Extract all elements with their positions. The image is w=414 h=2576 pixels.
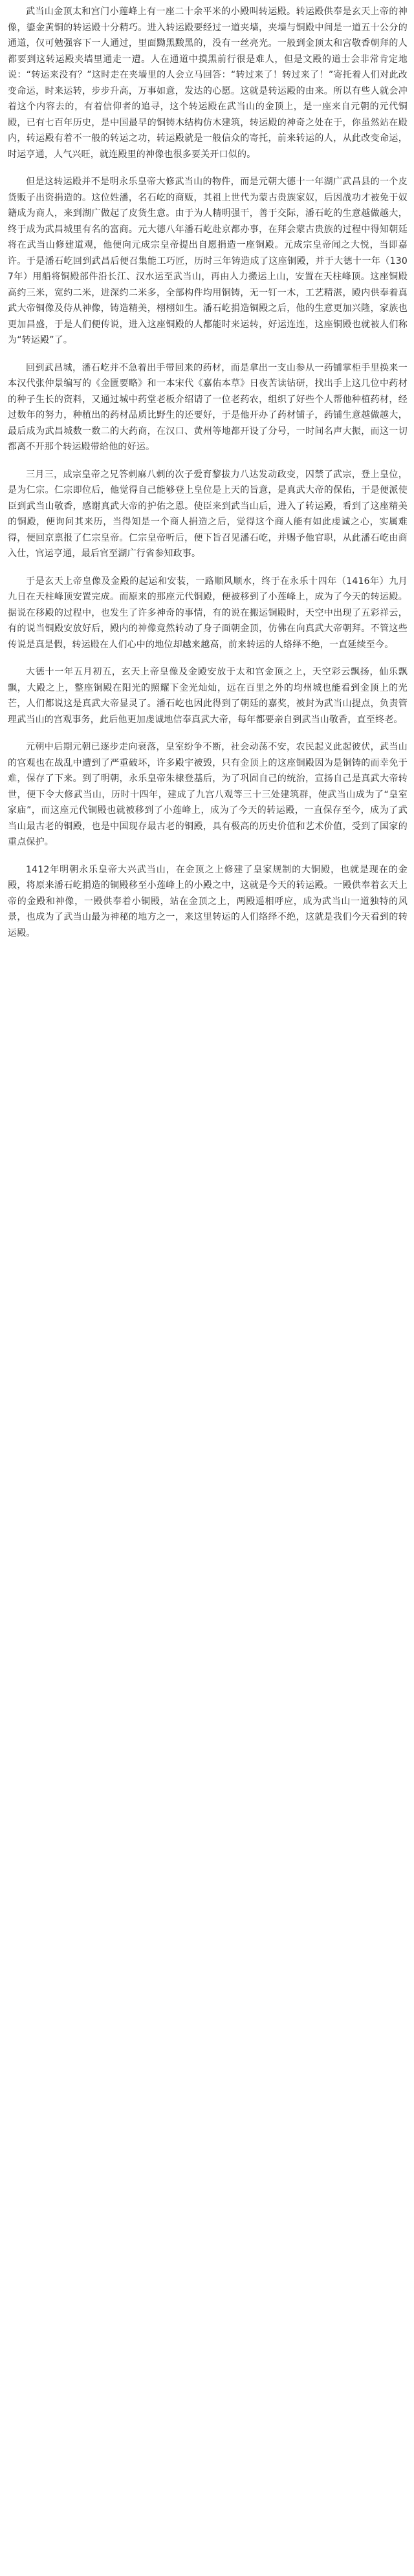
article-paragraph: 三月三，成宗皇帝之兄答剌麻八剌的次子爱育黎拔力八达发动政变，囚禁了武宗，登上皇位，是为仁宗。仁宗即位后，他觉得自己能够登上皇位是上天的旨意，是真武大帝的保佑，于是便派使臣到武当山敬香，感谢真武大帝的护佑之恩。使臣来到武当山后，进入了转运殿，看到了这座精美的铜殿，便询问其来历，当得知是一个商人捐造之后，觉得这个商人能有如此虔诚之心，实属难得，便回京禀报了仁宗皇帝。仁宗皇帝听后，便下旨召见潘石屹，并赐予他官职，从此潘石屹由商入仕，官运亨通，最后官至湖广行省参知政事。 bbox=[8, 469, 408, 559]
article-paragraph: 武当山金顶太和宫门小莲峰上有一座二十余平米的小殿叫转运殿。转运殿供奉是玄天上帝的神像，鎏金黄铜的转运殿十分精巧。进入转运殿要经过一道夹墙，夹墙与铜殿中间是一道五十公分的通道，仅可勉强容下一人通过，里面黝黑黢黑的，没有一丝亮光。一般到金顶太和宫敬香朝拜的人都要到这转运殿夹墙里通走一遭。人在通道中摸黑前行很是难人，但是文殿的道士会非常肯定地说：“转运来没有？”这时走在夹墙里的人会立马回答：“转过来了！转过来了！”寄托着人们对此改变命运，时来运转，步步升高，万事如意，发达的心愿。这就是转运殿的由来。所以有些人就会冲着这个内容去的，有着信仰者的追寻，这个转运殿在武当山的金顶上，是一座来自元朝的元代铜殿，已有七百年历史，是中国最早的铜铸木结构仿木建筑，转运殿的神奇之处在于，你虽然站在殿内，转运殿有着不一般的转运之功，转运殿就是一般信众的寄托，前来转运的人，从此改变命运，时运亨通，人气兴旺，就连殿里的神像也很多要关开口似的。 bbox=[8, 6, 408, 160]
article bbox=[0, 0, 414, 959]
article-paragraph: 回到武昌城，潘石屹并不急着出手带回来的药材，而是拿出一支山参从一药铺掌柜手里换来一本汉代张仲景编写的《金匮要略》和一本宋代《嘉佑本草》日夜苦读钻研，找出手上这几位中药材的种子生长的资料，又通过城中药堂老板介绍请了一位老药农，组织了好些个人帮他种植药材，经过数年的努力，种植出的药材品质比野生的还要好，于是他开办了药材铺子，药铺生意越做越大，最后成为武昌城数一数二的大药商，在汉口、黄州等地都开设了分号，一时间名声大振，而这一切都离不开那个转运殿带给他的好运。 bbox=[8, 362, 408, 452]
article-paragraph: 1412年明朝永乐皇帝大兴武当山，在金顶之上修建了皇家规制的大铜殿，也就是现在的金殿，将原来潘石屹捐造的铜殿移至小莲峰上的小殿之中，这就是今天的转运殿。一殿供奉着玄天上帝的金殿和神像，一殿供奉着小铜殿，站在金顶之上，两殿遥相呼应，成为武当山一道独特的风景，也成为了武当山最为神秘的地方之一，来这里转运的人们络绎不绝，这就是我们今天看到的转运殿。 bbox=[8, 864, 408, 938]
article-paragraph: 大德十一年五月初五，玄天上帝皇像及金殿安放于太和宫金顶之上，天空彩云飘扬，仙乐飘飘，大殿之上，整座铜殿在阳光的照耀下金光灿灿，远在百里之外的均州城也能看到金顶上的光芒，人们都说这是真武大帝显灵了。潘石屹也因此得到了朝廷的嘉奖，被封为武当山提点，负责管理武当山的宫观事务，此后他更加虔诚地信奉真武大帝，每年都要亲自到武当山敬香，直至终老。 bbox=[8, 667, 408, 725]
article-paragraph: 于是玄天上帝皇像及金殿的起运和安装，一路顺风顺水，终于在永乐十四年（1416年）九月九日在天柱峰顶安置完成。而原来的那座元代铜殿，便被移到了小莲峰上，成为了今天的转运殿。据说在移殿的过程中，也发生了许多神奇的事情，有的说在搬运铜殿时，天空中出现了五彩祥云，有的说当铜殿安放好后，殿内的神像竟然转动了身子面朝金顶，仿佛在向真武大帝朝拜。不管这些传说是真是假，转运殿在人们心中的地位却越来越高，前来转运的人络绎不绝，一直延续至今。 bbox=[8, 576, 408, 650]
article-paragraph: 但是这转运殿并不是明永乐皇帝大修武当山的物件，而是元朝大德十一年湖广武昌县的一个皮货贩子出资捐造的。这位姓潘，名石屹的商贩，其祖上世代为蒙古贵族家奴，后因战功才被免于奴籍成为商人，来到湖广做起了皮货生意。由于为人精明强干，善于交际，潘石屹的生意越做越大，终于成为武昌城里有名的富商。元大德八年潘石屹赴京都办事，在拜会蒙古贵族的过程中得知朝廷将在武当山修建道观，他便向元成宗皇帝提出自愿捐造一座铜殿。元成宗皇帝闻之大悦，当即嘉许。于是潘石屹回到武昌后便召集能工巧匠，历时三年铸造成了这座铜殿，并于大德十一年（1307年）用船将铜殿部件沿长江、汉水运至武当山，再由人力搬运上山，安置在天柱峰顶。这座铜殿高约三米，宽约二米，进深约二米多，全部构件均用铜铸，无一钉一木，工艺精湛，殿内供奉着真武大帝铜像及侍从神像，铸造精美，栩栩如生。潘石屹捐造铜殿之后，他的生意更加兴隆，家族也更加昌盛，于是人们便传说，进入这座铜殿的人都能时来运转，好运连连，这座铜殿也就被人们称为“转运殿”了。 bbox=[8, 177, 408, 345]
article-paragraph: 元朝中后期元朝已逐步走向衰落，皇室纷争不断，社会动荡不安，农民起义此起彼伏，武当山的宫观也在战乱中遭到了严重破坏，许多殿宇被毁，只有金顶上的这座铜殿因为是铜铸的而幸免于难，保存了下来。到了明朝，永乐皇帝朱棣登基后，为了巩固自己的统治，宣扬自己是真武大帝转世，便下令大修武当山，历时十四年，建成了九宫八观等三十三处建筑群，使武当山成为了“皇室家庙”，而这座元代铜殿也就被移到了小莲峰上，成为了今天的转运殿，一直保存至今，成为了武当山最古老的铜殿，也是中国现存最古老的铜殿，具有极高的历史价值和艺术价值，受到了国家的重点保护。 bbox=[8, 742, 408, 847]
